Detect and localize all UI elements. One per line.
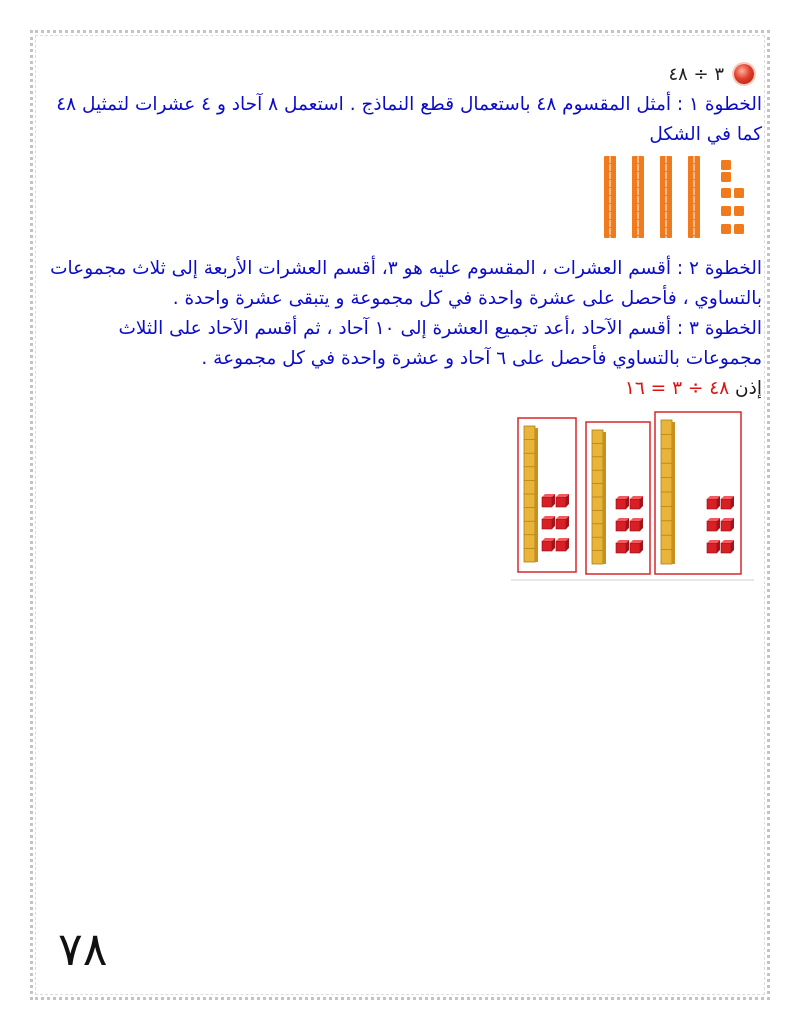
page-number: ٧٨ bbox=[58, 922, 108, 976]
base-ten-model-48 bbox=[46, 150, 762, 254]
unit-square bbox=[721, 172, 731, 182]
unit-cube bbox=[630, 518, 643, 531]
group-box bbox=[655, 412, 741, 574]
tens-rod bbox=[688, 156, 700, 238]
unit-square bbox=[734, 206, 744, 216]
tens-rod bbox=[592, 430, 606, 564]
unit-cube bbox=[616, 496, 629, 509]
unit-square bbox=[721, 206, 731, 216]
unit-cube bbox=[707, 518, 720, 531]
unit-cube bbox=[556, 538, 569, 551]
unit-square bbox=[721, 160, 731, 170]
unit-cube bbox=[556, 494, 569, 507]
result-line bbox=[46, 374, 762, 404]
unit-cube bbox=[616, 518, 629, 531]
unit-cube bbox=[542, 538, 555, 551]
tens-rod bbox=[661, 420, 675, 564]
group-box bbox=[518, 418, 576, 572]
grouped-blocks-illustration bbox=[46, 404, 762, 592]
result-prefix: إذن bbox=[735, 378, 762, 399]
unit-cube bbox=[721, 518, 734, 531]
example-heading-text: ٣ ÷ ٤٨ bbox=[668, 63, 724, 85]
tens-rod bbox=[660, 156, 672, 238]
tens-rod bbox=[604, 156, 616, 238]
three-groups-model bbox=[46, 404, 762, 592]
step-2-text: الخطوة ٢ : أقسم العشرات ، المقسوم عليه هو ٣، أقسم العشرات الأربعة إلى ثلاث مجموعات بالتساوي ، فأحصل على عشرة واحدة في كل مجموعة و يتبقى عشرة واحدة . bbox=[50, 258, 762, 309]
example-heading bbox=[46, 58, 762, 90]
unit-cube bbox=[616, 540, 629, 553]
unit-cube bbox=[542, 516, 555, 529]
unit-square bbox=[721, 188, 731, 198]
unit-cube bbox=[721, 540, 734, 553]
tens-rod bbox=[632, 156, 644, 238]
step-1-text: الخطوة ١ : أمثل المقسوم ٤٨ باستعمال قطع النماذج . استعمل ٨ آحاد و ٤ عشرات لتمثيل ٤٨ كما في الشكل bbox=[56, 94, 762, 145]
unit-cube bbox=[556, 516, 569, 529]
step-3-text: الخطوة ٣ : أقسم الآحاد ،أعد تجميع العشرة إلى ١٠ آحاد ، ثم أقسم الآحاد على الثلاث مجموعات بالتساوي فأحصل على ٦ آحاد و عشرة واحدة في كل مجموعة . bbox=[118, 318, 762, 369]
red-bullet-icon bbox=[734, 64, 754, 84]
unit-cube bbox=[630, 496, 643, 509]
unit-cube bbox=[721, 496, 734, 509]
unit-square bbox=[734, 224, 744, 234]
unit-square bbox=[721, 224, 731, 234]
unit-cube bbox=[630, 540, 643, 553]
group-box bbox=[586, 422, 650, 574]
unit-square bbox=[734, 188, 744, 198]
unit-cube bbox=[707, 496, 720, 509]
lesson-content bbox=[46, 58, 762, 592]
unit-cube bbox=[707, 540, 720, 553]
tens-rod bbox=[524, 426, 538, 562]
unit-cube bbox=[542, 494, 555, 507]
result-equation: ٤٨ ÷ ٣ = ١٦ bbox=[624, 378, 730, 399]
base-ten-blocks-illustration bbox=[46, 150, 762, 254]
